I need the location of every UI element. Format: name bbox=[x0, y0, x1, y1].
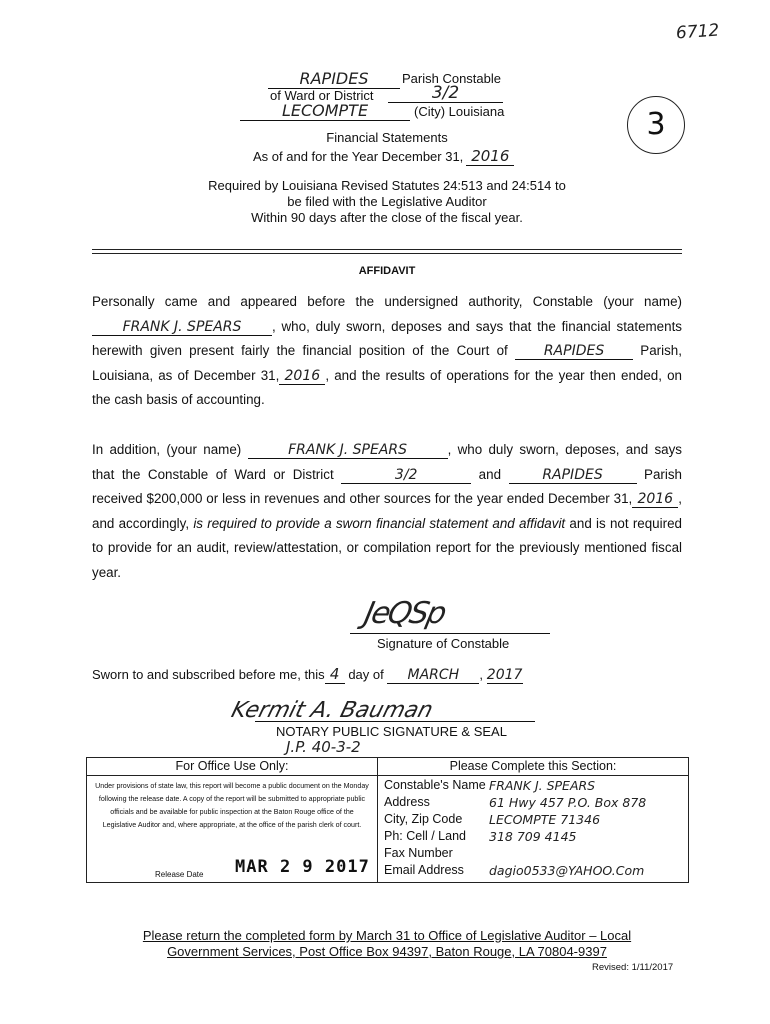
sworn-year: 2017 bbox=[486, 667, 523, 683]
p2-text-c: and bbox=[478, 466, 502, 482]
release-date-stamp: MAR 2 9 2017 bbox=[235, 857, 370, 877]
office-fine-print: Under provisions of state law, this report will become a public document on the Monday following the release date. A copy of the report will be submitted to appropriate public officials and be available for public inspection at the Baton Rouge office of the Legislative Auditor and, where appropriate, at the office of the parish clerk of court. bbox=[95, 782, 369, 829]
affidavit-paragraph-2 bbox=[92, 438, 682, 586]
value-address: 61 Hwy 457 P.O. Box 878 bbox=[489, 795, 647, 810]
circled-number bbox=[627, 96, 685, 154]
footer-line-1: Please return the completed form by March 31 to Office of Legislative Auditor – Local bbox=[142, 928, 632, 943]
ward-label: of Ward or District bbox=[270, 88, 374, 103]
p2-text-e: , and accordingly, bbox=[92, 491, 682, 531]
sworn-month: MARCH bbox=[387, 667, 479, 684]
p1-year-value: 2016 bbox=[279, 368, 325, 385]
sworn-day: 4 bbox=[325, 665, 345, 684]
complete-section-heading: Please Complete this Section: bbox=[378, 758, 688, 776]
city-value: LECOMPTE bbox=[240, 102, 410, 121]
label-phone: Ph: Cell / Land bbox=[384, 829, 466, 843]
corner-mark: 6712 bbox=[675, 20, 720, 44]
office-use-box bbox=[86, 757, 689, 883]
label-constable-name: Constable's Name bbox=[384, 778, 486, 792]
revised-date: Revised: 1/11/2017 bbox=[592, 962, 674, 973]
notary-label: NOTARY PUBLIC SIGNATURE & SEAL bbox=[276, 724, 507, 739]
value-phone: 318 709 4145 bbox=[489, 829, 577, 844]
statute-line-2: be filed with the Legislative Auditor bbox=[287, 194, 487, 209]
circled-number-value: 3 bbox=[646, 107, 666, 142]
ward-value: 3/2 bbox=[388, 84, 503, 103]
financial-year-line bbox=[253, 147, 514, 166]
affidavit-heading: AFFIDAVIT bbox=[358, 265, 416, 277]
constable-signature-label: Signature of Constable bbox=[377, 636, 510, 651]
city-label: (City) Louisiana bbox=[414, 104, 505, 119]
footer-line-2: Government Services, Post Office Box 94397, Baton Rouge, LA 70804-9397 bbox=[167, 944, 607, 959]
complete-field-labels bbox=[384, 777, 486, 879]
label-fax: Fax Number bbox=[384, 846, 453, 860]
p2-text-f: and is not required to provide for an audit, review/attestation, or compilation report for the previously mentioned fiscal year. bbox=[92, 515, 682, 580]
sworn-text-b: day of bbox=[348, 667, 384, 682]
value-city-zip: LECOMPTE 71346 bbox=[489, 812, 601, 827]
label-city-zip: City, Zip Code bbox=[384, 812, 463, 826]
statute-line-3: Within 90 days after the close of the fiscal year. bbox=[251, 210, 523, 225]
financial-title: Financial Statements bbox=[326, 130, 448, 145]
constable-signature-scrawl: JeQSp bbox=[361, 596, 448, 631]
parish-value: RAPIDES bbox=[268, 70, 400, 89]
value-constable-name: FRANK J. SPEARS bbox=[489, 778, 596, 793]
p2-text-d: Parish received $200,000 or less in revenues and other sources for the year ended December 31, bbox=[92, 466, 682, 507]
p2-text-a: In addition, (your name) bbox=[92, 442, 242, 457]
parish-label: Parish Constable bbox=[402, 71, 501, 86]
label-email: Email Address bbox=[384, 863, 464, 877]
notary-signature-scrawl: Kermit A. Bauman bbox=[228, 698, 436, 723]
sworn-line bbox=[92, 665, 523, 684]
p2-parish-value: RAPIDES bbox=[509, 467, 637, 484]
section-divider bbox=[92, 249, 682, 254]
complete-field-values bbox=[489, 777, 646, 879]
value-fax bbox=[489, 845, 646, 862]
sworn-text-a: Sworn to and subscribed before me, this bbox=[92, 667, 325, 682]
p2-ward-value: 3/2 bbox=[341, 467, 471, 484]
financial-year-value: 2016 bbox=[466, 147, 514, 166]
release-date-label: Release Date bbox=[155, 870, 204, 879]
notary-signature-line bbox=[255, 721, 535, 722]
value-email: dagio0533@YAHOO.Com bbox=[489, 863, 645, 878]
footer-instructions bbox=[110, 928, 664, 960]
p2-italic-requirement: is required to provide a sworn financial statement and affidavit bbox=[193, 515, 566, 531]
p1-constable-name: FRANK J. SPEARS bbox=[92, 319, 272, 336]
p1-text-c: Parish, Louisiana, as of December 31, bbox=[92, 343, 682, 383]
p2-constable-name: FRANK J. SPEARS bbox=[248, 442, 448, 459]
financial-year-text: As of and for the Year December 31, bbox=[253, 149, 464, 164]
label-address: Address bbox=[384, 795, 430, 809]
sworn-text-c: , bbox=[479, 667, 483, 682]
p1-text-b: , who, duly sworn, deposes and says that the financial statements herewith given present fairly the financial position of the Court of bbox=[92, 318, 682, 359]
p2-year-value: 2016 bbox=[632, 491, 678, 508]
p1-text-d: , and the results of operations for the year then ended, on the cash basis of accounting. bbox=[92, 367, 682, 408]
office-use-section bbox=[87, 758, 378, 882]
p2-text-b: , who duly sworn, deposes, and says that the Constable of Ward or District bbox=[92, 442, 682, 482]
p1-parish-value: RAPIDES bbox=[515, 343, 633, 360]
office-use-heading: For Office Use Only: bbox=[87, 758, 377, 776]
affidavit-paragraph-1 bbox=[92, 290, 682, 413]
p1-text-a: Personally came and appeared before the undersigned authority, Constable (your name) bbox=[92, 294, 682, 309]
statute-line-1: Required by Louisiana Revised Statutes 24:513 and 24:514 to bbox=[208, 178, 566, 193]
constable-signature-line bbox=[350, 633, 550, 634]
notary-id: J.P. 40-3-2 bbox=[286, 738, 361, 756]
